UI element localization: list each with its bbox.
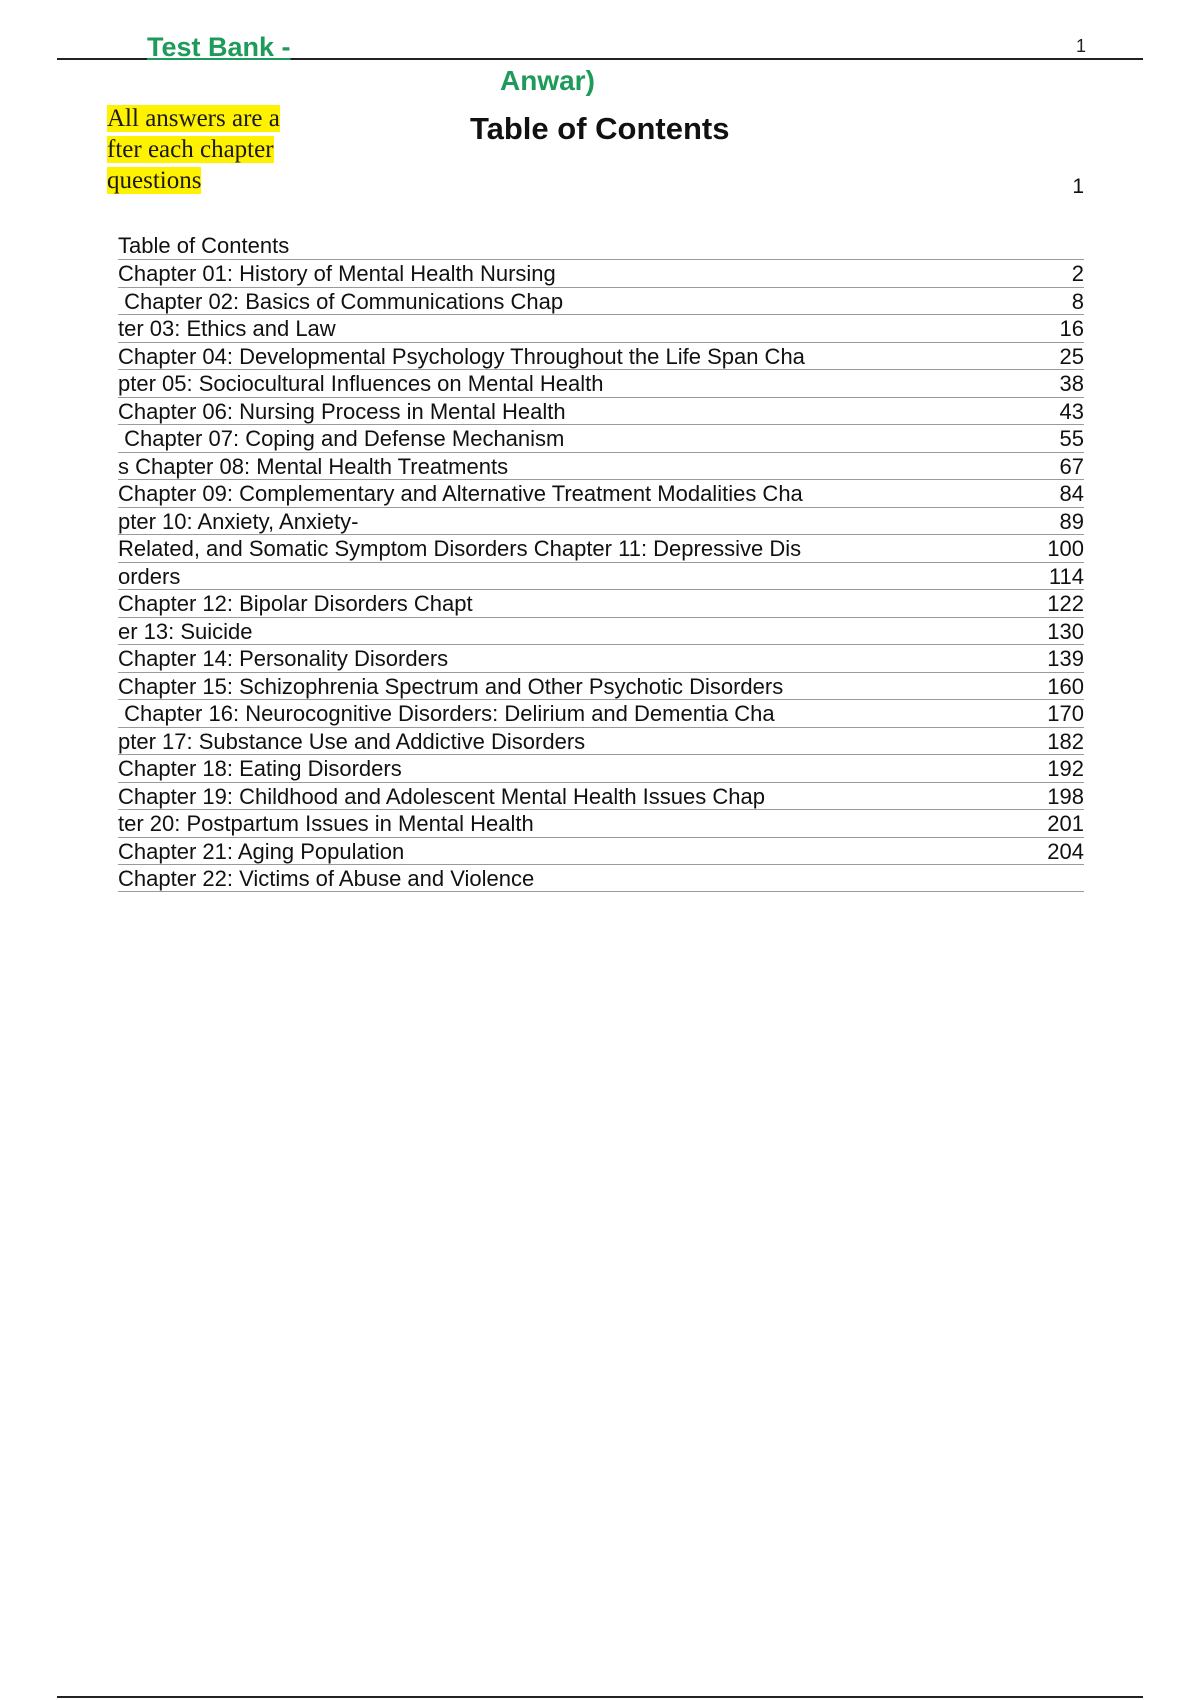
- toc-row-page-number: 8: [1071, 288, 1084, 314]
- document-subtitle: Anwar): [500, 65, 595, 96]
- toc-row-title: Chapter 07: Coping and Defense Mechanism: [118, 426, 565, 451]
- toc-row-title: Chapter 14: Personality Disorders: [118, 646, 449, 671]
- toc-row-page-number: 192: [1047, 756, 1084, 781]
- toc-row-page-number: 2: [1071, 261, 1084, 286]
- toc-row-page-number: 170: [1047, 701, 1084, 726]
- answers-note-line: fter each chapter: [107, 136, 274, 163]
- footer-rule: [57, 1696, 1143, 1698]
- toc-row-title: ter 20: Postpartum Issues in Mental Health: [118, 811, 534, 836]
- toc-heading: Table of Contents: [470, 111, 730, 146]
- header-title: Test Bank -: [147, 32, 291, 62]
- toc-row[interactable]: [118, 809, 1084, 837]
- toc-row-page-number: 139: [1047, 646, 1084, 671]
- toc-row-page-number: 198: [1047, 783, 1084, 809]
- page-header: [57, 28, 1143, 60]
- toc-row[interactable]: [118, 754, 1084, 782]
- toc-row-title: pter 10: Anxiety, Anxiety-: [118, 508, 359, 534]
- toc-row[interactable]: [118, 864, 1084, 892]
- answers-note-line: questions: [107, 167, 202, 194]
- toc-row[interactable]: [118, 259, 1084, 287]
- toc-row-page-number: 89: [1059, 508, 1084, 534]
- toc-rows: [118, 259, 1084, 892]
- toc-row-page-number: 25: [1059, 343, 1084, 369]
- toc-row[interactable]: [118, 782, 1084, 810]
- toc-row[interactable]: [118, 452, 1084, 480]
- toc-row-title: Chapter 16: Neurocognitive Disorders: Delirium and Dementia Cha: [118, 701, 775, 726]
- toc-row[interactable]: [118, 589, 1084, 617]
- toc-row[interactable]: [118, 837, 1084, 865]
- toc-row-title: Chapter 19: Childhood and Adolescent Mental Health Issues Chap: [118, 783, 765, 809]
- toc-row-page-number: 16: [1059, 316, 1084, 341]
- toc-row-page-number: 182: [1047, 728, 1084, 754]
- toc-row-page-number: 67: [1059, 453, 1084, 479]
- toc-row[interactable]: [118, 314, 1084, 342]
- toc-row-page-number: 114: [1048, 563, 1084, 589]
- toc-row[interactable]: [118, 617, 1084, 645]
- answers-note: [107, 103, 307, 196]
- toc-row-title: Chapter 15: Schizophrenia Spectrum and Other Psychotic Disorders: [118, 673, 784, 699]
- toc-row[interactable]: [118, 727, 1084, 755]
- toc-caption: Table of Contents: [118, 233, 290, 258]
- toc-row-page-number: 130: [1047, 618, 1084, 644]
- toc-table: [118, 233, 1084, 892]
- toc-row[interactable]: [118, 424, 1084, 452]
- toc-row[interactable]: [118, 644, 1084, 672]
- toc-row-title: Related, and Somatic Symptom Disorders Chapter 11: Depressive Dis: [118, 536, 802, 561]
- toc-row[interactable]: [118, 342, 1084, 370]
- toc-row-page-number: 43: [1059, 398, 1084, 424]
- toc-row-title: er 13: Suicide: [118, 618, 253, 644]
- toc-row-page-number: 100: [1047, 536, 1084, 561]
- toc-row-title: Chapter 12: Bipolar Disorders Chapt: [118, 591, 473, 616]
- toc-row[interactable]: [118, 534, 1084, 562]
- toc-row-title: Chapter 06: Nursing Process in Mental Health: [118, 398, 566, 424]
- toc-row[interactable]: [118, 397, 1084, 425]
- toc-row[interactable]: [118, 562, 1084, 590]
- toc-row-page-number: 38: [1059, 371, 1084, 396]
- toc-row-title: Chapter 22: Victims of Abuse and Violence: [118, 866, 535, 891]
- toc-heading-page-number: 1: [1072, 175, 1084, 198]
- toc-row-title: Chapter 02: Basics of Communications Chap: [118, 288, 564, 314]
- toc-row[interactable]: [118, 479, 1084, 507]
- toc-row-title: s Chapter 08: Mental Health Treatments: [118, 453, 509, 479]
- toc-row[interactable]: [118, 672, 1084, 700]
- toc-row-title: Chapter 04: Developmental Psychology Throughout the Life Span Cha: [118, 343, 805, 369]
- toc-row-title: pter 05: Sociocultural Influences on Mental Health: [118, 371, 604, 396]
- toc-row[interactable]: [118, 699, 1084, 727]
- answers-note-line: All answers are a: [107, 105, 280, 132]
- toc-row-page-number: 55: [1059, 426, 1084, 451]
- toc-row-page-number: 160: [1047, 673, 1084, 699]
- toc-row-title: Chapter 21: Aging Population: [118, 838, 405, 864]
- toc-row-title: pter 17: Substance Use and Addictive Disorders: [118, 728, 586, 754]
- toc-row-page-number: 201: [1047, 811, 1084, 836]
- toc-row-page-number: 84: [1059, 481, 1084, 506]
- toc-row[interactable]: [118, 369, 1084, 397]
- toc-row-page-number: 122: [1047, 591, 1084, 616]
- toc-row-title: orders: [118, 563, 181, 589]
- toc-row-title: Chapter 09: Complementary and Alternative Treatment Modalities Cha: [118, 481, 803, 506]
- toc-row-title: Chapter 01: History of Mental Health Nursing: [118, 261, 556, 286]
- header-page-number: 1: [1075, 36, 1086, 56]
- toc-row-title: ter 03: Ethics and Law: [118, 316, 336, 341]
- toc-row-title: Chapter 18: Eating Disorders: [118, 756, 402, 781]
- toc-row-page-number: 204: [1047, 838, 1084, 864]
- toc-row[interactable]: [118, 507, 1084, 535]
- toc-row[interactable]: [118, 287, 1084, 315]
